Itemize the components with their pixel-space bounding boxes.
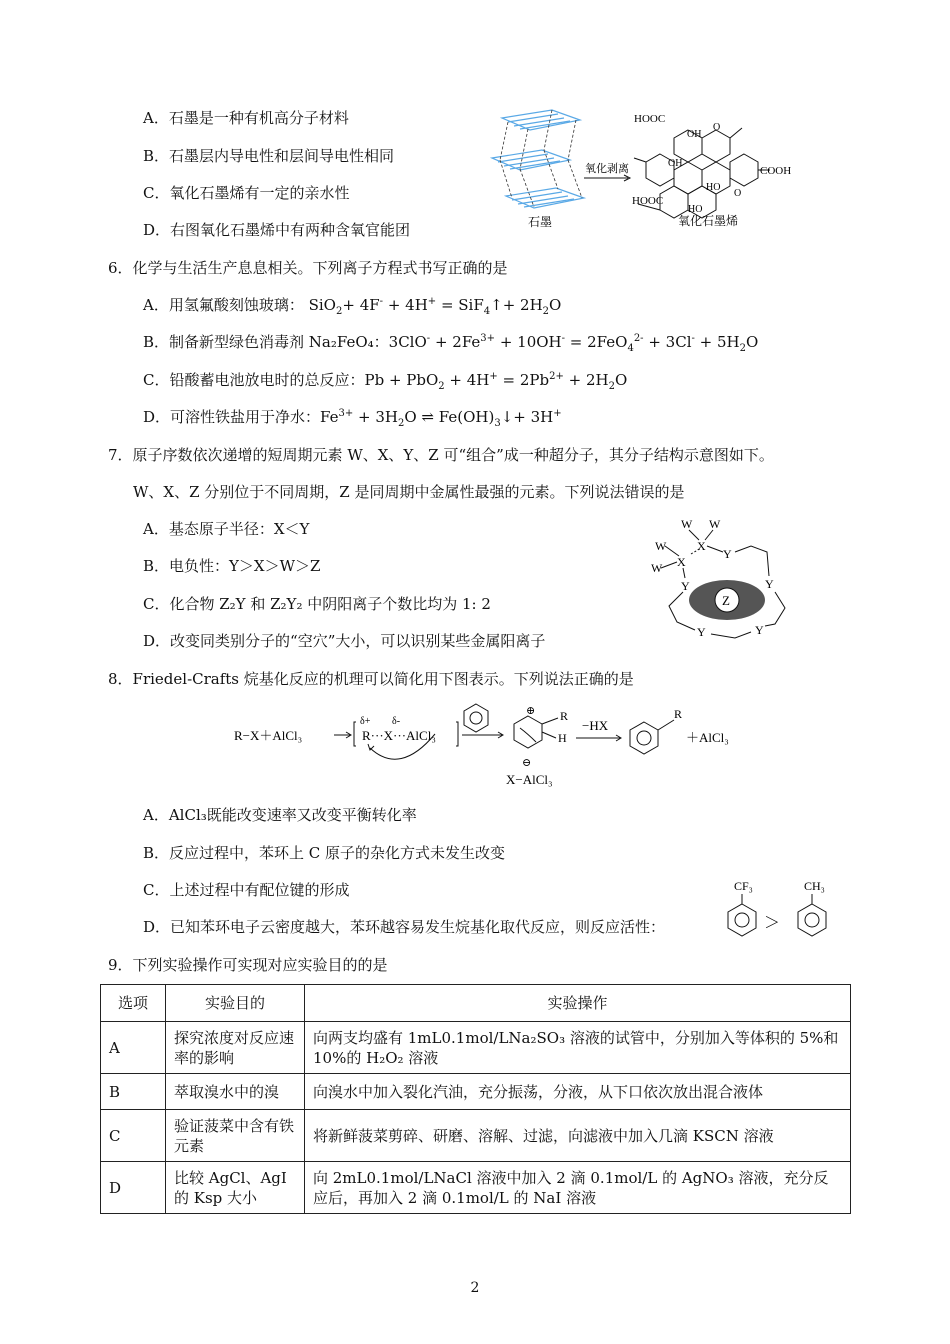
q8-option-d: D．已知苯环电子云密度越大，苯环越容易发生烷基化取代反应，则反应活性： [143,918,666,936]
q8-stem: 8．Friedel-Crafts 烷基化反应的机理可以简化用下图表示。下列说法正确的是 [108,670,634,688]
svg-text:⊕: ⊕ [526,705,536,717]
table-row: C 验证菠菜中含有铁元素 将新鲜菠菜剪碎、研磨、溶解、过滤，向滤液中加入几滴 KSCN 溶液 [101,1110,851,1162]
svg-text:HOOC: HOOC [634,113,666,125]
toluene-icon [798,904,826,936]
table-header-row [101,985,851,1022]
trifluorotoluene-icon [728,904,756,936]
q6-option-c: C．铅酸蓄电池放电时的总反应：$Pb + PbO_2 + 4H^+ = 2Pb^{2+} + 2H_2O$ [143,371,628,392]
friedel-crafts-mechanism [230,702,750,792]
svg-text:Y: Y [681,579,690,593]
table-row: B 萃取溴水中的溴 向溴水中加入裂化汽油，充分振荡，分液，从下口依次放出混合液体 [101,1074,851,1110]
svg-text:W: W [651,561,663,575]
q9-stem: 9．下列实验操作可实现对应实验目的的是 [108,956,388,974]
alkylbenzene-icon [630,722,658,754]
svg-text:δ-: δ- [392,716,401,727]
svg-text:OH: OH [687,129,702,140]
q7-stem-line2: W、X、Z 分别位于不同周期，Z 是同周期中金属性最强的元素。下列说法错误的是 [133,483,685,501]
svg-text:H: H [558,731,567,745]
benzene-icon [464,704,488,732]
table-row: D 比较 AgCl、AgI 的 Ksp 大小 向 2mL0.1mol/LNaCl 溶液中加入 2 滴 0.1mol/L 的 AgNO₃ 溶液，充分反应后，再加入 2 滴 0.1mol/L 的 NaI 溶液 [101,1162,851,1214]
svg-text:X−AlCl₃: X−AlCl₃ [506,772,553,787]
graphene-oxide-label: 氧化石墨烯 [678,214,739,228]
svg-text:X: X [697,539,706,553]
q5-option-d: D．右图氧化石墨烯中有两种含氧官能团 [143,221,411,239]
q7-option-b: B．电负性：Y＞X＞W＞Z [143,557,321,575]
page-number: 2 [470,1280,480,1296]
q6-option-d: D．可溶性铁盐用于净水：$Fe^{3+} + 3H_2O$ ⇌ $Fe(OH)_3↓+ 3H^+$ [143,408,562,429]
reactivity-comparison [720,876,840,950]
svg-text:COOH: COOH [760,165,792,177]
svg-text:O: O [713,122,721,133]
q8-option-c: C．上述过程中有配位键的形成 [143,881,350,899]
svg-text:⊖: ⊖ [522,757,532,769]
svg-text:R···X···AlCl₃: R···X···AlCl₃ [362,728,436,743]
arrow-label: 氧化剥离 [585,163,629,175]
q6-option-b: B．制备新型绿色消毒剂 Na₂FeO₄：$3ClO^- + 2Fe^{3+} + 10OH^- = 2FeO_4^{2-} + 3Cl^- + 5H_2O$ [143,333,759,354]
q7-option-c: C．化合物 Z₂Y 和 Z₂Y₂ 中阴阳离子个数比均为 1: 2 [143,595,491,613]
table-row: A 探究浓度对反应速率的影响 向两支均盛有 1mL0.1mol/LNa₂SO₃ 溶液的试管中，分别加入等体积的 5%和 10%的 H₂O₂ 溶液 [101,1022,851,1074]
graphite-oxidation-figure [488,100,808,235]
col-option: 选项 [101,985,166,1022]
col-operation: 实验操作 [305,985,851,1022]
svg-text:−HX: −HX [582,718,609,733]
svg-text:Z: Z [722,593,730,608]
svg-text:O: O [734,188,742,199]
svg-text:Y: Y [697,625,706,639]
graphite-layers [492,110,584,208]
supramolecule-figure [645,512,805,652]
svg-text:X: X [677,555,686,569]
svg-text:＞: ＞ [764,915,781,932]
q7-option-a: A．基态原子半径：X＜Y [143,520,310,538]
q5-option-b: B．石墨层内导电性和层间导电性相同 [143,147,395,165]
svg-text:Y: Y [755,623,764,637]
svg-text:Y: Y [765,577,774,591]
svg-text:Y: Y [723,547,732,561]
q7-stem-line1: 7．原子序数依次递增的短周期元素 W、X、Y、Z 可“组合”成一种超分子，其分子结构示意图如下。 [108,446,774,464]
svg-text:W: W [655,539,667,553]
svg-text:R−X＋AlCl₃: R−X＋AlCl₃ [234,728,303,743]
q5-option-c: C．氧化石墨烯有一定的亲水性 [143,184,350,202]
svg-text:CF₃: CF₃ [734,879,753,893]
svg-text:HO: HO [688,204,703,215]
q6-option-a: A．用氢氟酸刻蚀玻璃： SiO$_2$+ 4F- + 4H+ = SiF$_4$↑+ $2H_2O$ [143,296,562,317]
experiment-table [100,984,851,1214]
svg-text:HOOC: HOOC [632,195,664,207]
q8-option-b: B．反应过程中，苯环上 C 原子的杂化方式未发生改变 [143,844,506,862]
svg-text:＋AlCl₃: ＋AlCl₃ [686,730,729,745]
col-purpose: 实验目的 [166,985,305,1022]
svg-text:R: R [560,709,569,723]
svg-text:δ+: δ+ [360,716,371,727]
q6-stem: 6．化学与生活生产息息相关。下列离子方程式书写正确的是 [108,259,508,277]
arenium-ion-icon [514,716,542,748]
svg-text:W: W [709,517,721,531]
svg-text:OH: OH [668,158,683,169]
q8-option-a: A．AlCl₃既能改变速率又改变平衡转化率 [143,806,417,824]
q5-option-a: A．石墨是一种有机高分子材料 [143,109,349,127]
svg-text:R: R [674,707,683,721]
svg-text:CH₃: CH₃ [804,879,825,893]
q7-option-d: D．改变同类别分子的“空穴”大小，可以识别某些金属阳离子 [143,632,546,650]
svg-text:W: W [681,517,693,531]
svg-text:HO: HO [706,182,721,193]
graphite-label: 石墨 [528,215,553,229]
